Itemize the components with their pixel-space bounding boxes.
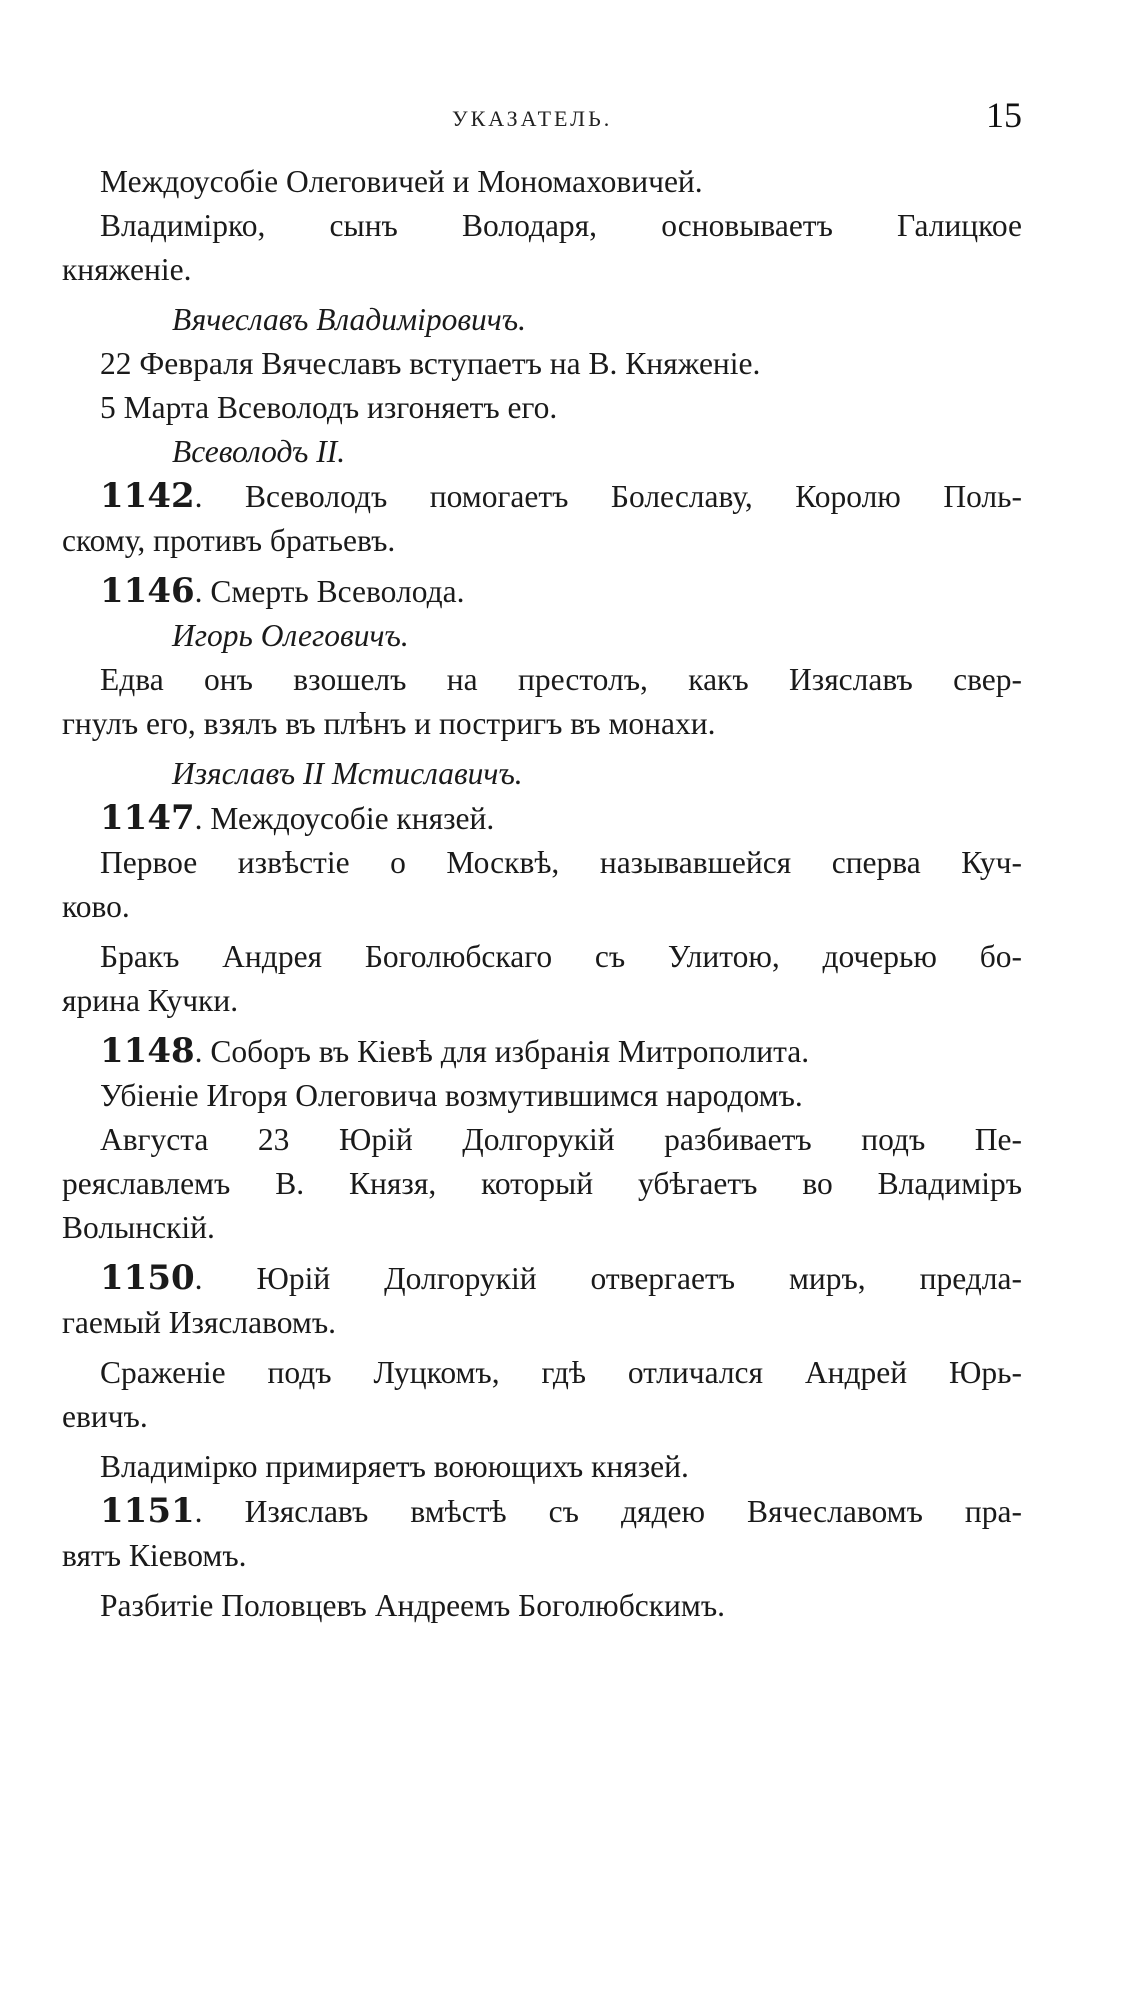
running-head: УКАЗАТЕЛЬ.	[452, 106, 613, 131]
text-line: вятъ Кіевомъ.	[62, 1538, 247, 1573]
year-entry	[62, 569, 1022, 614]
text-line: Бракъ Андрея Боголюбскаго съ Улитою, дочерью бо-	[100, 939, 1022, 974]
text-line: Сраженіе подъ Луцкомъ, гдѣ отличался Андрей Юрь-	[100, 1355, 1022, 1390]
year-label: 1142	[100, 476, 195, 516]
index-entry	[62, 841, 1022, 929]
text-line	[62, 569, 1022, 614]
entry-text: . Всеволодъ помогаетъ Болеславу, Королю Поль-	[194, 479, 1022, 514]
text-line: 22 Февраля Вячеславъ вступаетъ на В. Княженіе.	[100, 346, 761, 381]
entry-text: . Соборъ въ Кіевѣ для избранія Митрополита.	[194, 1034, 810, 1069]
text-line: 5 Марта Всеволодъ изгоняетъ его.	[100, 390, 558, 425]
year-label: 1151	[100, 1491, 195, 1531]
index-text	[62, 160, 1022, 1628]
year-entry	[62, 1489, 1022, 1578]
text-line: Владимірко, сынъ Володаря, основываетъ Галицкое	[100, 208, 1022, 243]
index-entry	[62, 1445, 1022, 1489]
text-line: ярина Кучки.	[62, 983, 239, 1018]
index-entry	[62, 204, 1022, 292]
text-line: Волынскій.	[62, 1210, 215, 1245]
text-line: Убіеніе Игоря Олеговича возмутившимся народомъ.	[100, 1078, 803, 1113]
text-line: скому, противъ братьевъ.	[62, 523, 396, 558]
index-entry	[62, 658, 1022, 746]
year-entry	[62, 1029, 1022, 1074]
page-header	[62, 95, 1022, 148]
entry-text: . Междоусобіе князей.	[194, 801, 495, 836]
text-line: Междоусобіе Олеговичей и Мономаховичей.	[100, 164, 703, 199]
year-label: 1148	[100, 1031, 195, 1071]
index-entry	[62, 386, 1022, 430]
index-entry	[62, 935, 1022, 1023]
year-entry	[62, 796, 1022, 841]
text-line: Августа 23 Юрій Долгорукій разбиваетъ подъ Пе-	[100, 1122, 1022, 1157]
index-entry	[62, 160, 1022, 204]
year-entry	[62, 474, 1022, 563]
text-line: Изяславъ II Мстиславичъ.	[172, 756, 523, 791]
entry-text: . Изяславъ вмѣстѣ съ дядею Вячеславомъ пра-	[194, 1494, 1022, 1529]
text-line: евичъ.	[62, 1399, 148, 1434]
index-entry	[62, 1351, 1022, 1439]
text-line	[62, 474, 1022, 519]
text-line	[62, 1256, 1022, 1301]
reign-heading	[62, 614, 1022, 658]
year-entry	[62, 1256, 1022, 1345]
text-line: Всеволодъ II.	[172, 434, 346, 469]
text-line: Владимірко примиряетъ воюющихъ князей.	[100, 1449, 689, 1484]
index-entry	[62, 1118, 1022, 1250]
reign-heading	[62, 752, 1022, 796]
entry-text: . Смерть Всеволода.	[194, 574, 465, 609]
text-line: Вячеславъ Владиміровичъ.	[172, 302, 527, 337]
text-line: Едва онъ взошелъ на престолъ, какъ Изяславъ свер-	[100, 662, 1022, 697]
text-line: Разбитіе Половцевъ Андреемъ Боголюбскимъ.	[100, 1588, 725, 1623]
text-line: гнулъ его, взялъ въ плѣнъ и постригъ въ монахи.	[62, 706, 716, 741]
text-line: Игорь Олеговичъ.	[172, 618, 409, 653]
entry-text: . Юрій Долгорукій отвергаетъ миръ, предла-	[194, 1261, 1022, 1296]
text-line	[62, 1029, 1022, 1074]
reign-heading	[62, 298, 1022, 342]
text-line: Первое извѣстіе о Москвѣ, называвшейся сперва Куч-	[100, 845, 1022, 880]
text-line: гаемый Изяславомъ.	[62, 1305, 336, 1340]
page-number: 15	[986, 95, 1022, 135]
index-entry	[62, 342, 1022, 386]
index-entry	[62, 1584, 1022, 1628]
reign-heading	[62, 430, 1022, 474]
year-label: 1146	[100, 571, 195, 611]
index-entry	[62, 1074, 1022, 1118]
text-line	[62, 1489, 1022, 1534]
text-line	[62, 796, 1022, 841]
year-label: 1150	[100, 1258, 195, 1298]
year-label: 1147	[100, 798, 195, 838]
text-line: реяславлемъ В. Князя, который убѣгаетъ во Владиміръ	[62, 1166, 1022, 1201]
text-line: ково.	[62, 889, 130, 924]
text-line: княженіе.	[62, 252, 192, 287]
